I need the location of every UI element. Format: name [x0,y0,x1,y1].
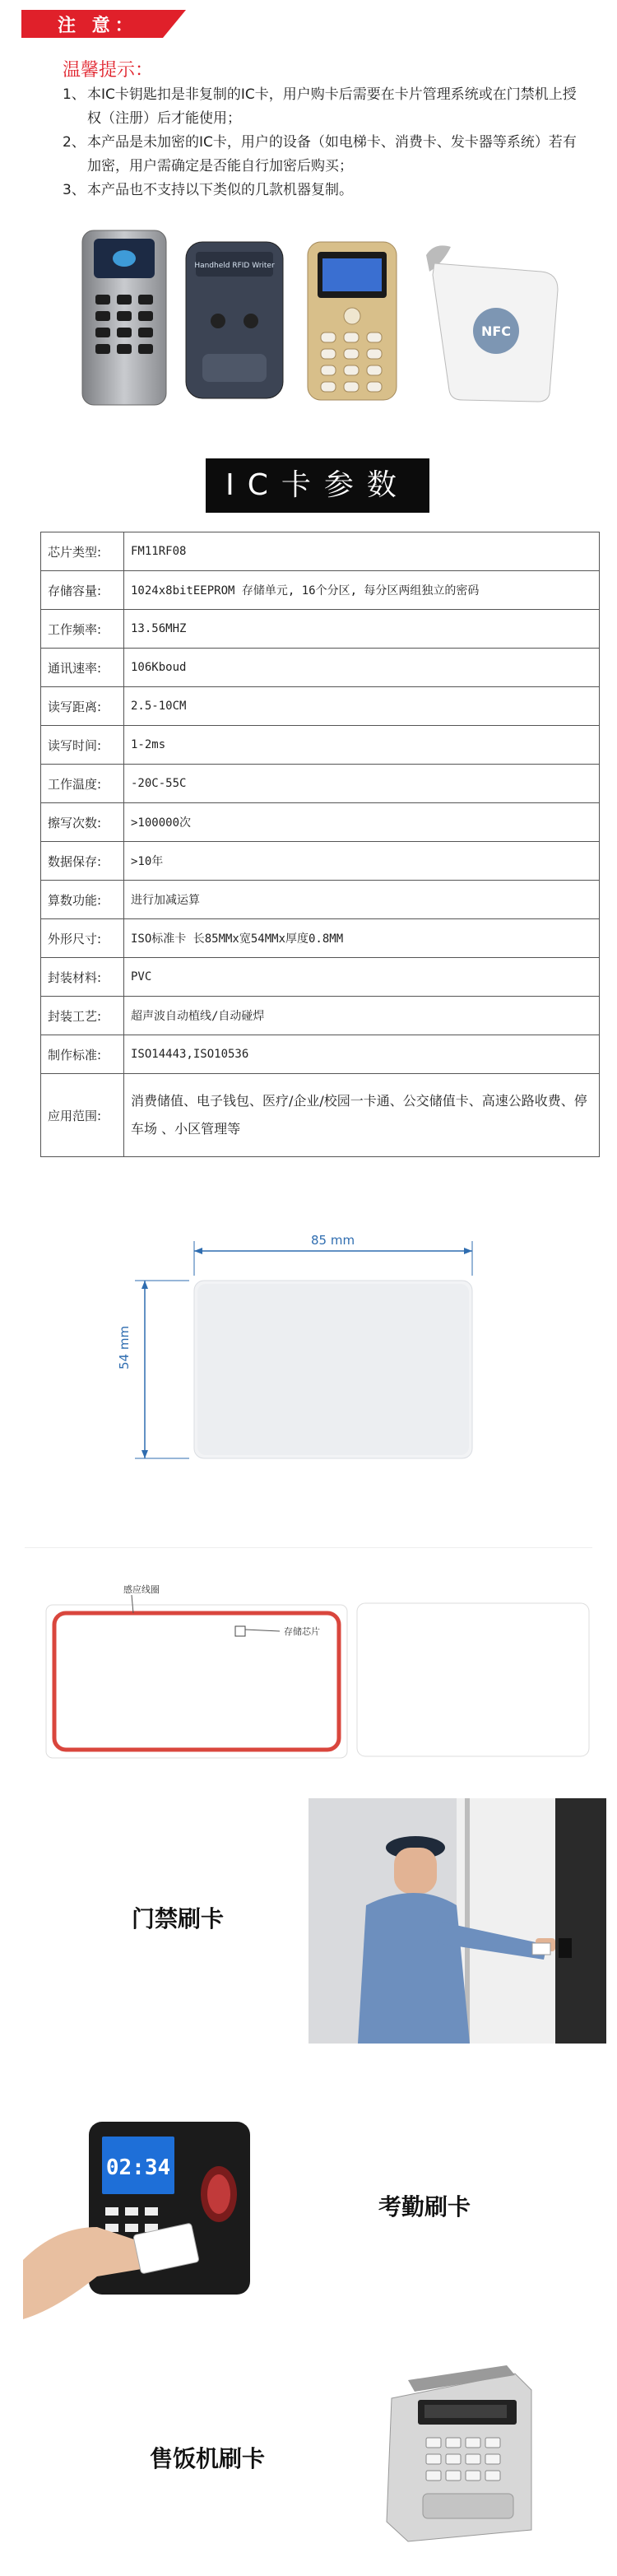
spec-table [40,532,600,1157]
table-row: 外形尺寸: ISO标准卡 长85MMx宽54MMx厚度0.8MM [41,919,600,958]
access-control-title: 门禁刷卡 [132,1905,225,1932]
tips-list [63,83,589,202]
table-row: 封装材料: PVC [41,958,600,997]
meal-machine-title: 售饭机刷卡 [150,2445,266,2472]
writer-label: Handheld RFID Writer [194,262,275,270]
copier-device-1 [79,229,169,407]
nfc-icon: NFC [480,323,512,339]
table-row: 读写时间: 1-2ms [41,726,600,765]
access-control-photo [308,1798,606,2044]
blank-card-image [355,1602,591,1758]
meal-machine-photo [375,2357,540,2543]
notice-label: 注 意： [58,16,138,36]
tips-title: 温馨提示： [63,60,154,81]
chip-label: 存储芯片 [284,1626,320,1637]
table-row: 存储容量: 1024x8bitEEPROM 存储单元, 16个分区, 每分区两组独立的密码 [41,571,600,610]
divider [25,1547,592,1548]
height-dimension-label: 54 mm [117,1325,132,1369]
copier-device-2 [181,239,288,403]
table-row: 算数功能: 进行加减运算 [41,881,600,919]
width-dimension-label: 85 mm [311,1233,355,1248]
table-row: 数据保存: >10年 [41,842,600,881]
table-row: 应用范围: 消费储值、电子钱包、医疗/企业/校园一卡通、公交储值卡、高速公路收费、停车场 、小区管理等 [41,1074,600,1157]
tip-item: 1、 本IC卡钥匙扣是非复制的IC卡，用户购卡后需要在卡片管理系统或在门禁机上授权（注册）后才能使用； [63,86,577,127]
tip-item: 2、 本产品是未加密的IC卡，用户的设备（如电梯卡、消费卡、发卡器等系统）若有加密，用户需确定是否能自行加密后购买； [63,134,577,174]
tip-item: 3、 本产品也不支持以下类似的几款机器复制。 [63,182,353,198]
table-row: 工作频率: 13.56MHZ [41,610,600,649]
table-row: 读写距离: 2.5-10CM [41,687,600,726]
table-row: 通讯速率: 106Kboud [41,649,600,687]
card-dimension-diagram [123,1218,494,1498]
nfc-reader [418,239,566,403]
attendance-title: 考勤刷卡 [378,2193,471,2220]
coil-label: 感应线圈 [123,1584,160,1595]
ic-params-title: IC卡参数 [206,458,429,513]
attendance-device-photo [23,2104,262,2319]
clock-display: 02:34 [105,2155,171,2180]
table-row: 芯片类型: FM11RF08 [41,532,600,571]
table-row: 封装工艺: 超声波自动植线/自动碰焊 [41,997,600,1035]
copier-device-3 [303,240,401,402]
card-coil-diagram [41,1588,354,1761]
table-row: 工作温度: -20C-55C [41,765,600,803]
table-row: 擦写次数: >100000次 [41,803,600,842]
table-row: 制作标准: ISO14443,ISO10536 [41,1035,600,1074]
